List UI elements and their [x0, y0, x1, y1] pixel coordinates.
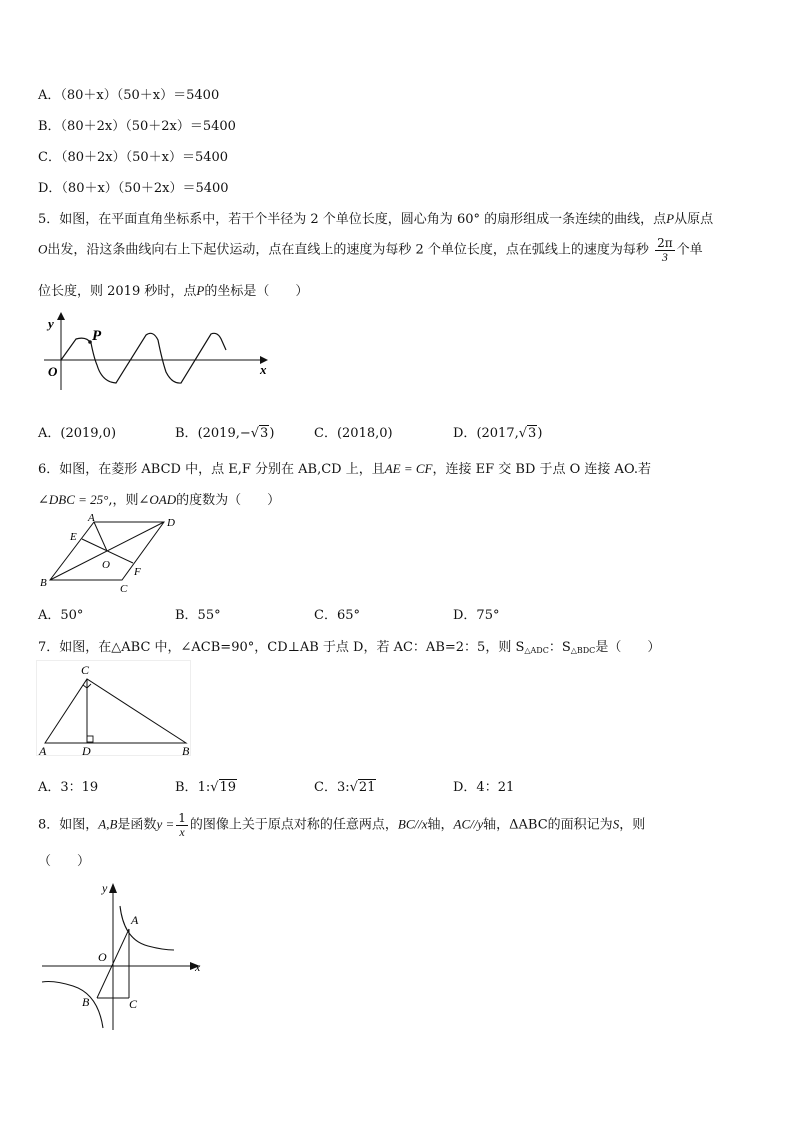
q8-label-b: B: [82, 995, 90, 1009]
q8-label-a: A: [131, 913, 139, 927]
q6-label-o: O: [102, 559, 110, 571]
q7-label-a: A: [39, 744, 47, 758]
q7-label-b: B: [182, 744, 190, 758]
q4-option-d: D．（80＋x）（50＋2x）＝5400: [38, 181, 229, 196]
q6-label-c: C: [120, 583, 128, 595]
q8-y-arrow: [109, 883, 117, 893]
q5-option-c: C．(2018,0): [314, 426, 393, 441]
q6-figure: [36, 512, 186, 596]
q8-figure: [38, 878, 208, 1038]
q5-line1: 5．如图，在平面直角坐标系中，若干个半径为 2 个单位长度，圆心角为 60° 的扇形组成一条连续的曲线，点P从原点: [38, 211, 714, 227]
q7-text: 7．如图，在△ABC 中，∠ACB=90°，CD⊥AB 于点 D，若 AC：AB=2：5，则 $S_{\triangle ADC}$：$S_{\triangle BDC}$是（ ）: [38, 640, 661, 655]
q8-curve-q3: [42, 982, 103, 1029]
q6-line1: 6．如图，在菱形 ABCD 中，点 E,F 分别在 AB,CD 上，且AE = CF，连接 EF 交 BD 于点 O 连接 AO.若: [38, 461, 651, 477]
q8-line2: （ ）: [38, 854, 91, 869]
q6-option-a: A．50°: [38, 608, 84, 623]
q6-line2: ∠DBC = 25°,，则∠OAD的度数为（ ）: [38, 492, 281, 508]
q6-label-d: D: [167, 517, 175, 529]
q5-option-a: A．(2019,0): [38, 426, 117, 441]
q7-label-c: C: [81, 663, 90, 677]
q4-option-a: A．（80＋x）（50＋x）＝5400: [38, 88, 220, 103]
q4-option-c: C．（80＋2x）（50＋x）＝5400: [38, 150, 229, 165]
q6-label-f: F: [134, 566, 141, 578]
q5-figure: [36, 310, 276, 394]
q8-fraction: $\frac{1}{x}$: [178, 811, 186, 839]
q6-label-b: B: [40, 577, 47, 589]
q7-label-d: D: [82, 744, 91, 758]
q5-label-x: x: [260, 362, 267, 377]
q7-option-c: C．3:√21: [314, 780, 376, 795]
q6-option-c: C．65°: [314, 608, 360, 623]
q8-label-x: x: [195, 960, 201, 974]
q8-line1: 8．如图，A,B是函数y = $\frac{1}{x}$ 的图像上关于原点对称的任意两点，BC//x轴，AC//y轴，ΔABC的面积记为S，则: [38, 811, 646, 839]
q8-curve-q1: [120, 906, 174, 950]
q5-label-y: y: [48, 316, 54, 331]
q7-option-a: A．3：19: [38, 780, 99, 795]
q5-y-arrow: [57, 312, 65, 320]
q5-line2: O出发，沿这条曲线向右上下起伏运动，点在直线上的速度为每秒 2 个单位长度，点在弧线上的速度为每秒 $\frac{2\pi}{3}$ 个单: [38, 236, 703, 264]
q5-label-o: O: [48, 364, 58, 379]
q5-option-b: B．(2019,−√3): [175, 426, 275, 441]
q8-label-c: C: [129, 997, 138, 1011]
q6-option-b: B．55°: [175, 608, 221, 623]
q5-label-p: P: [92, 328, 102, 344]
q7-triangle: [45, 679, 186, 743]
q5-option-d: D．(2017,√3): [453, 426, 543, 441]
q5-line3: 位长度，则 2019 秒时，点P的坐标是（ ）: [38, 283, 309, 299]
q4-option-b: B．（80＋2x）（50＋2x）＝5400: [38, 119, 236, 134]
q6-label-e: E: [70, 531, 77, 543]
q6-option-d: D．75°: [453, 608, 500, 623]
q8-label-y: y: [102, 881, 108, 895]
q6-segment-ao: [94, 522, 107, 551]
q6-label-a: A: [88, 512, 95, 524]
q5-curve: [61, 333, 226, 383]
q7-figure: [36, 660, 196, 760]
q7-option-d: D．4：21: [453, 780, 515, 795]
q8-label-o: O: [98, 950, 107, 964]
q7-option-b: B．1:√19: [175, 780, 237, 795]
q7-right-angle-d: [87, 736, 93, 742]
q5-fraction: $\frac{2\pi}{3}$: [657, 236, 673, 264]
